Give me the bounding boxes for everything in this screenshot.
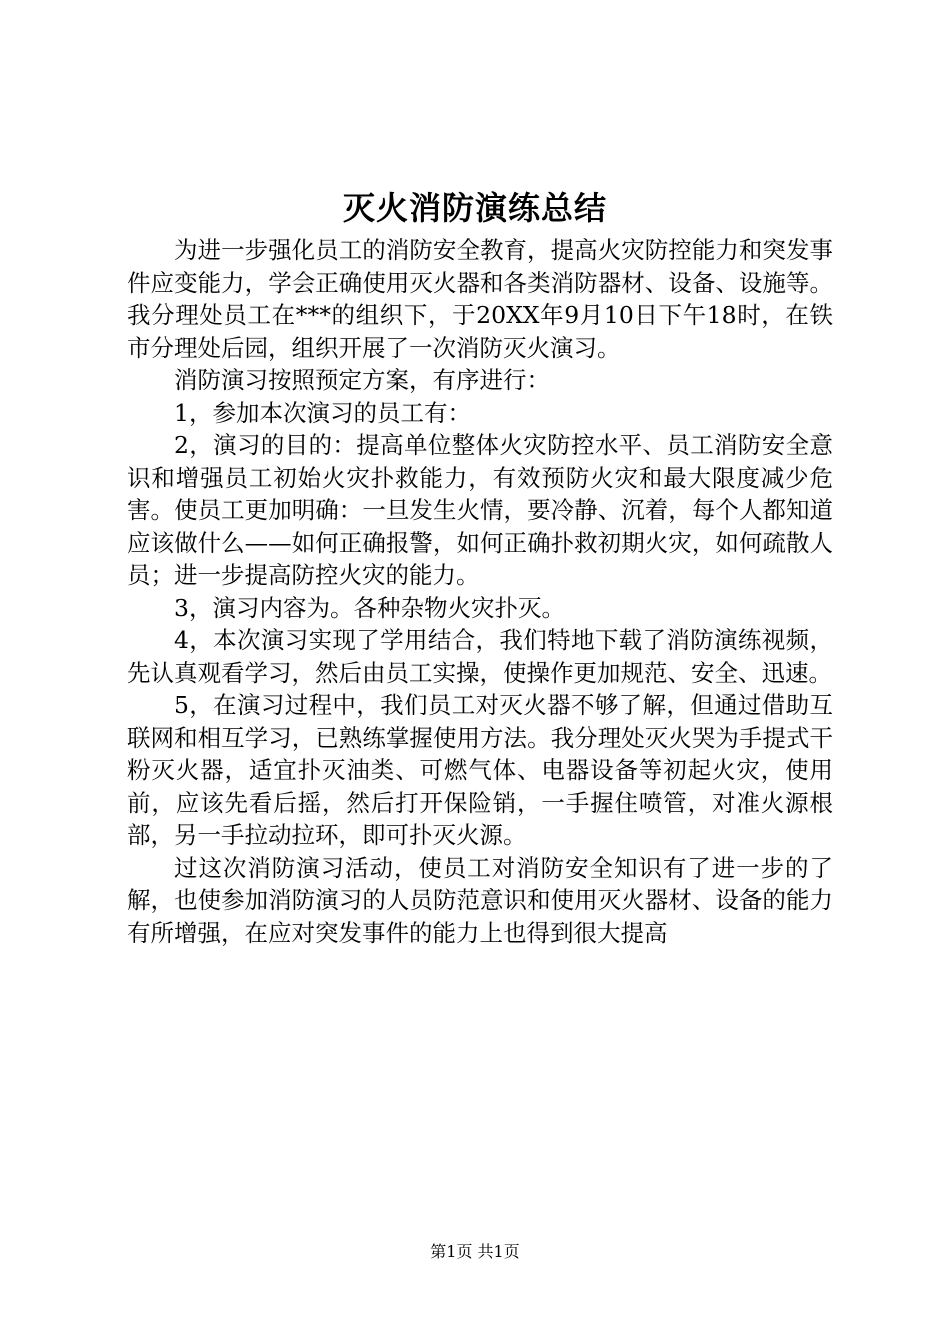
page-footer: 第1页 共1页 xyxy=(430,1242,520,1261)
paragraph-procedure: 消防演习按照预定方案，有序进行： xyxy=(174,366,550,394)
paragraph-item-1: 1，参加本次演习的员工有： xyxy=(174,398,471,427)
paragraph-conclusion: 过这次消防演习活动，使员工对消防安全知识有了进一步的了解，也使参加消防演习的人员防范意识和使用灭火器材、设备的能力有所增强，在应对突发事件的能力上也得到很大提高 xyxy=(127,853,833,947)
paragraph-intro: 为进一步强化员工的消防安全教育，提高火灾防控能力和突发事件应变能力，学会正确使用灭火器和各类消防器材、设备、设施等。我分理处员工在***的组织下，于20XX年9月10日下午18时，在铁市分理处后园，组织开展了一次消防灭火演习。 xyxy=(127,236,833,362)
paragraph-item-3: 3，演习内容为。各种杂物火灾扑灭。 xyxy=(174,593,565,622)
paragraph-item-4: 4，本次演习实现了学用结合，我们特地下载了消防演练视频，先认真观看学习，然后由员工实操，使操作更加规范、安全、迅速。 xyxy=(127,626,833,687)
paragraph-item-2: 2，演习的目的：提高单位整体火灾防控水平、员工消防安全意识和增强员工初始火灾扑救能力，有效预防火灾和最大限度减少危害。使员工更加明确：一旦发生火情，要冷静、沉着，每个人都知道应该做什么——如何正确报警，如何正确扑救初期火灾，如何疏散人员；进一步提高防控火灾的能力。 xyxy=(127,431,833,589)
document-title: 灭火消防演练总结 xyxy=(342,189,607,227)
document-body xyxy=(127,234,833,949)
paragraph-item-5: 5，在演习过程中，我们员工对灭火器不够了解，但通过借助互联网和相互学习，已熟练掌握使用方法。我分理处灭火哭为手提式干粉灭火器，适宜扑灭油类、可燃气体、电器设备等初起火灾，使用前，应该先看后摇，然后打开保险销，一手握住喷管，对准火源根部，另一手拉动拉环，即可扑灭火源。 xyxy=(127,691,833,849)
